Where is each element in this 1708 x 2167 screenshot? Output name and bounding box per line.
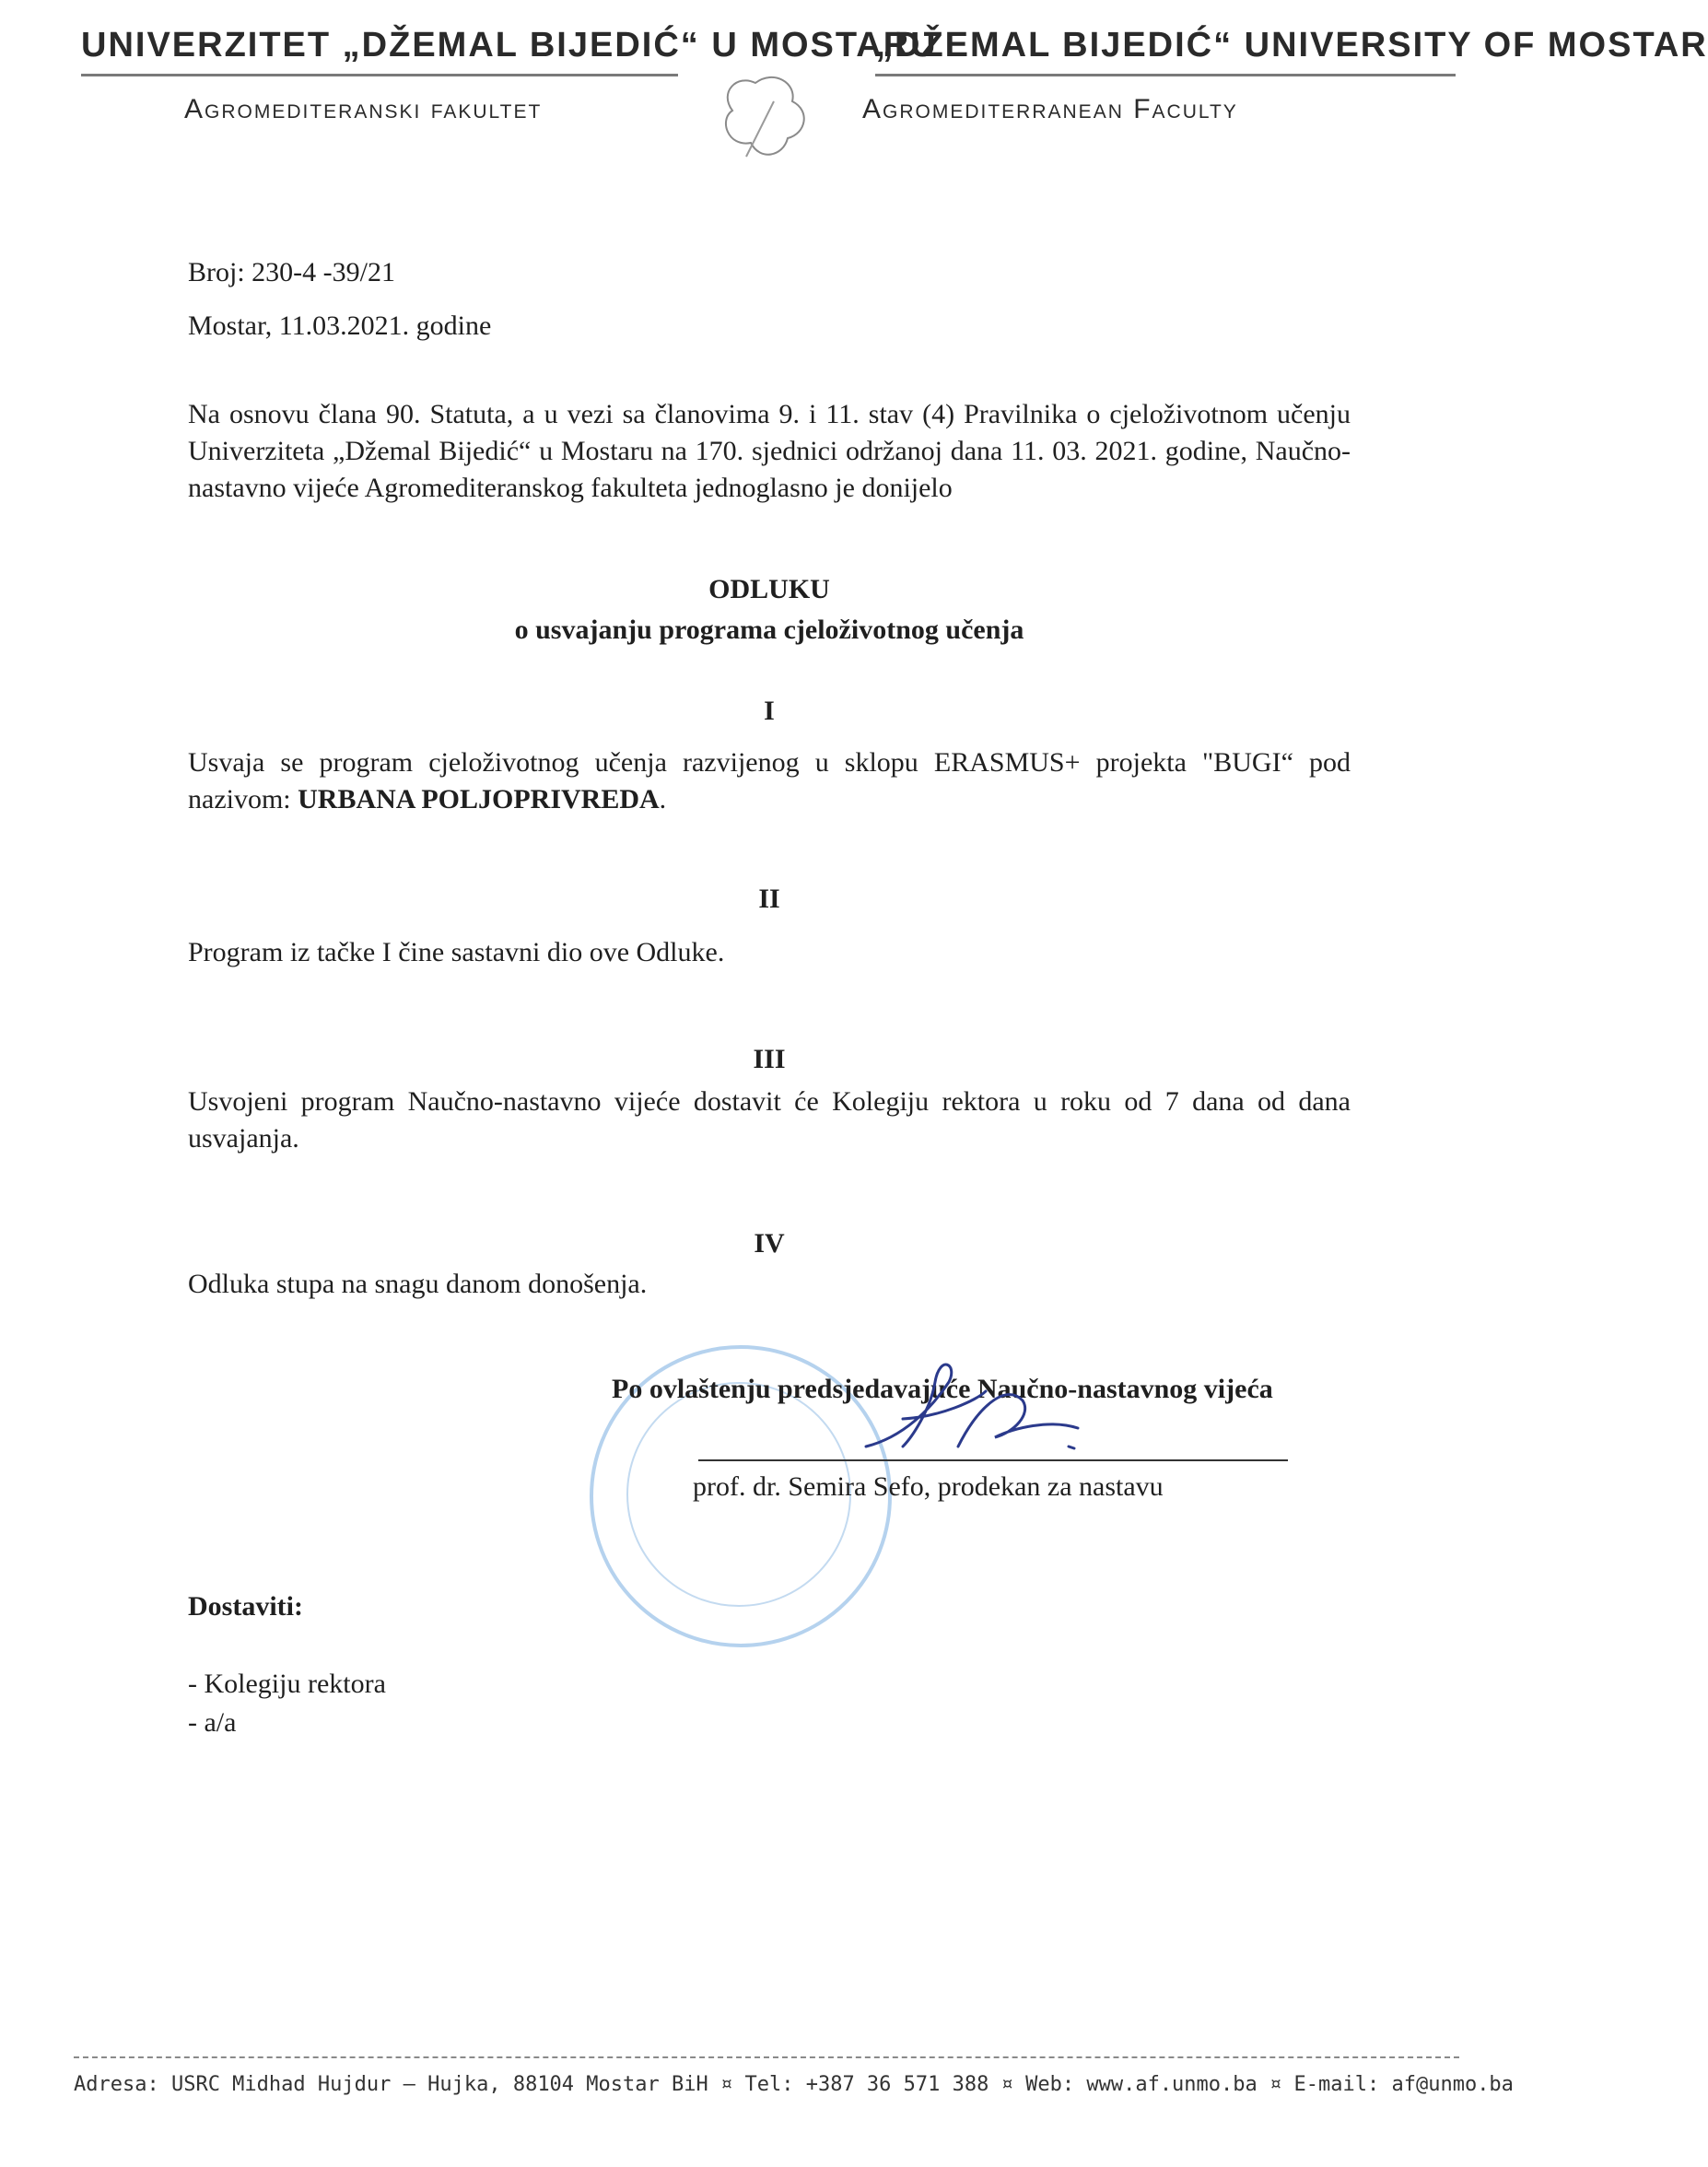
handwritten-signature [848, 1345, 1106, 1465]
program-name: URBANA POLJOPRIVREDA [298, 784, 660, 814]
university-name-bs: UNIVERZITET „DŽEMAL BIJEDIĆ“ U MOSTARU [81, 26, 938, 64]
section-text-i [188, 744, 1351, 818]
deliver-heading: Dostaviti: [188, 1591, 303, 1622]
document-number: Broj: 230-4 -39/21 [188, 257, 395, 287]
section-number-iv: IV [754, 1228, 785, 1259]
signer-name: prof. dr. Semira Sefo, prodekan za nastavu [693, 1471, 1164, 1502]
faculty-name-bs: Agromediteranski fakultet [184, 94, 543, 124]
university-name-en: „DŽEMAL BIJEDIĆ“ UNIVERSITY OF MOSTAR [875, 26, 1708, 64]
header-rule-right [875, 74, 1456, 76]
footer-address: Adresa: USRC Midhad Hujdur – Hujka, 88104 Mostar BiH ¤ Tel: +387 36 571 388 ¤ Web: www.af.unmo.ba ¤ E-mail: af@unmo.ba [74, 2073, 1514, 2096]
section-number-iii: III [753, 1044, 786, 1074]
intro-paragraph: Na osnovu člana 90. Statuta, a u vezi sa članovima 9. i 11. stav (4) Pravilnika o cjeloživotnom učenju Univerziteta „Džemal Bijedić“ u Mostaru na 170. sjednici održanoj dana 11. 03. 2021. godine, Naučno-nastavno vijeće Agromediteranskog fakulteta jednoglasno je donijelo [188, 399, 1351, 503]
signature-line [698, 1459, 1288, 1461]
section-i-text-a: Usvaja se program cjeloživotnog učenja razvijenog u sklopu ERASMUS+ projekta "BUGI“ pod nazivom: [188, 747, 1351, 814]
signature-heading: Po ovlaštenju predsjedavajuće Naučno-nastavnog vijeća [612, 1374, 1273, 1404]
decision-title: ODLUKU [708, 574, 830, 604]
section-text-iv: Odluka stupa na snagu danom donošenja. [188, 1269, 648, 1299]
deliver-item: - a/a [188, 1707, 237, 1738]
section-i-text-b: . [659, 784, 667, 814]
deliver-item: - Kolegiju rektora [188, 1669, 386, 1699]
section-text-iii: Usvojeni program Naučno-nastavno vijeće dostavit će Kolegiju rektora u roku od 7 dana od dana usvajanja. [188, 1086, 1351, 1154]
section-number-i: I [764, 696, 775, 726]
footer-rule [74, 2056, 1459, 2058]
faculty-name-en: Agromediterranean Faculty [862, 94, 1238, 124]
leaf-logo-icon [709, 64, 820, 175]
header-rule-left [81, 74, 678, 76]
section-text-ii: Program iz tačke I čine sastavni dio ove Odluke. [188, 937, 725, 967]
decision-subtitle: o usvajanju programa cjeloživotnog učenja [514, 615, 1024, 645]
place-date: Mostar, 11.03.2021. godine [188, 310, 492, 341]
section-number-ii: II [758, 884, 780, 914]
